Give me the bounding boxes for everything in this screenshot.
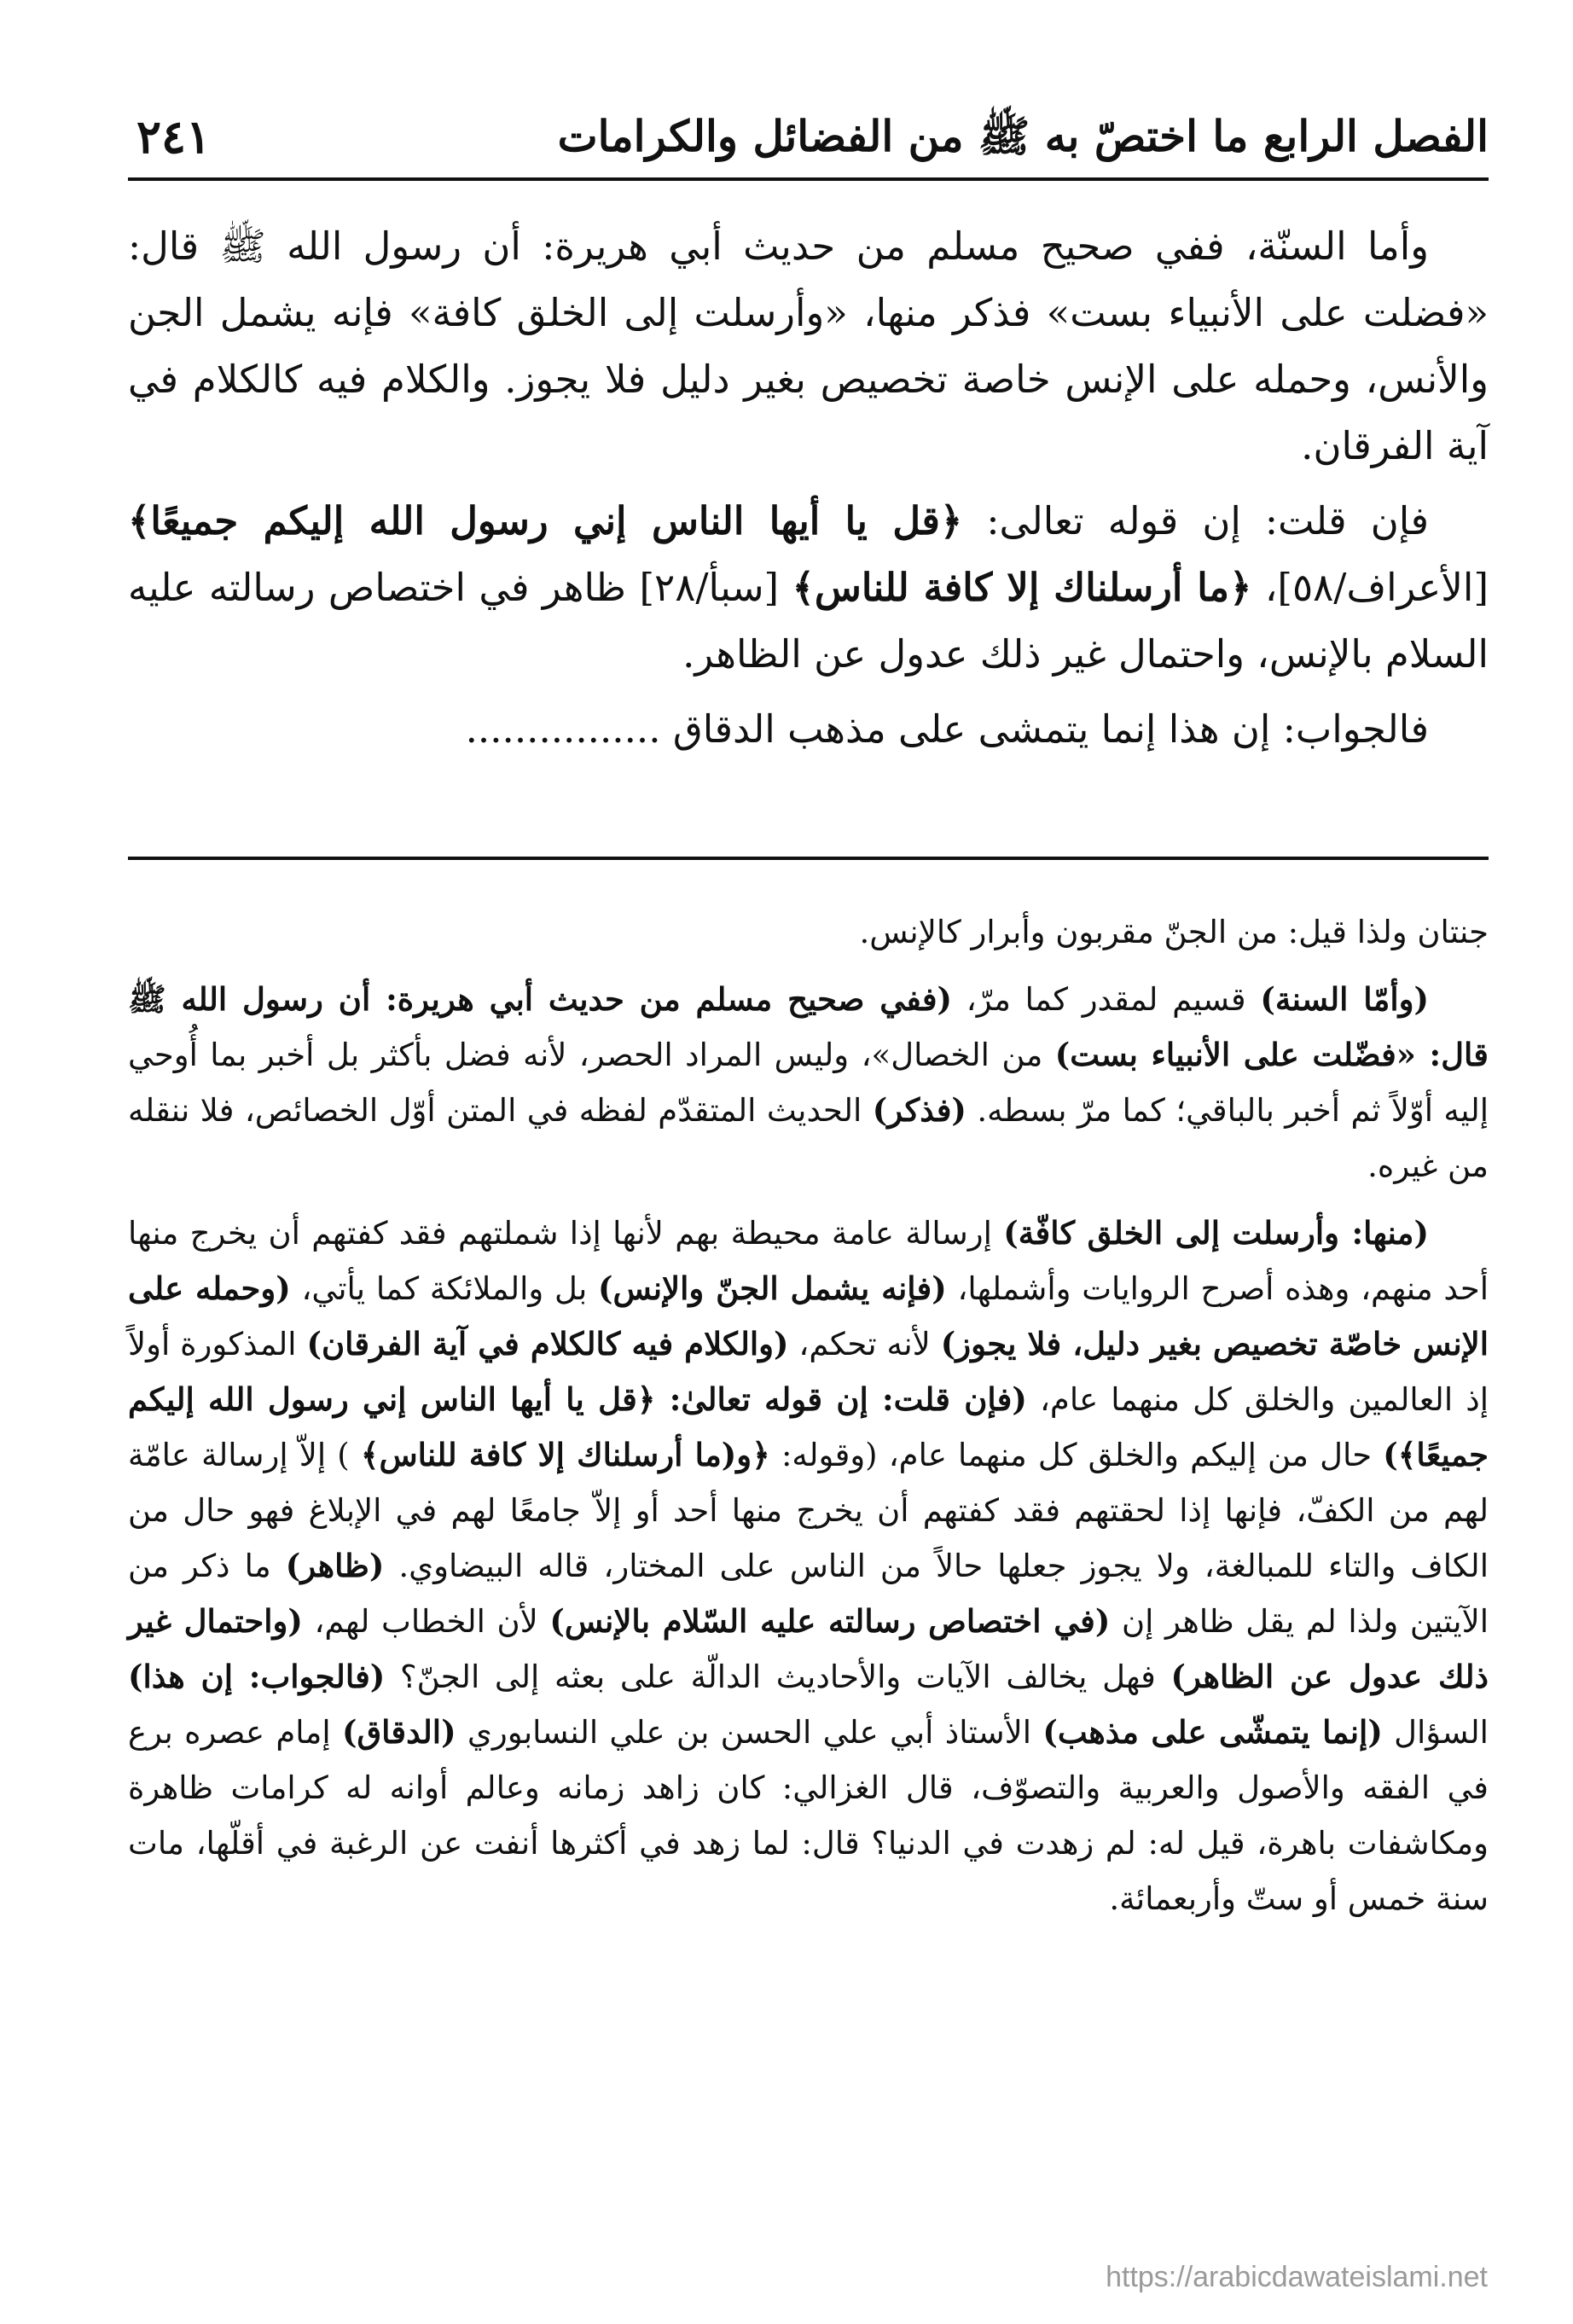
watermark-url: https://arabicdawateislami.net [1106,2261,1488,2293]
main-paragraph [128,488,1489,688]
text-run: لأنه تحكم، [788,1326,941,1362]
header-rule [128,177,1489,181]
bold-quote: (وحمله على الإنس خاصّة تخصيص بغير دليل، فلا يجوز) [128,1269,1489,1362]
main-paragraph: وأما السنّة، ففي صحيح مسلم من حديث أبي هريرة: أن رسول الله ﷺ قال: «فضلت على الأنبياء بست» فذكر منها، «وأرسلت إلى الخلق كافة» فإنه يشمل الجن والأنس، وحمله على الإنس خاصة تخصيص بغير دليل فلا يجوز. والكلام فيه كالكلام في آية الفرقان. [128,224,1489,468]
text-run: بل والملائكة كما يأتي، [290,1270,599,1307]
bold-quote: (ظاهر) [285,1547,385,1584]
text-run: ما ذكر من الآيتين ولذا لم يقل ظاهر إن [128,1548,1489,1640]
text-run: الأستاذ أبي علي الحسن بن علي النسابوري [456,1714,1043,1751]
bold-quote: (فإنه يشمل الجنّ والإنس) [598,1269,947,1307]
chapter-title: الفصل الرابع ما اختصّ به ﷺ من الفضائل والكرامات [557,111,1489,161]
text-run: من الخصال»، وليس المراد الحصر، لأنه فضل بأكثر بل أخبر بما أُوحي إليه أوّلاً ثم أخبر بالباقي؛ كما مرّ بسطه. [128,1037,1489,1129]
bold-quote: (فالجواب: إن هذا) [128,1658,386,1695]
commentary-paragraph: جنتان ولذا قيل: من الجنّ مقربون وأبرار كالإنس. [859,914,1489,950]
bold-quote: (في اختصاص رسالته عليه السّلام بالإنس) [549,1602,1111,1640]
text-run: حال من إليكم والخلق كل منهما عام، (وقوله: [769,1437,1384,1473]
text-run: فالجواب: إن هذا إنما يتمشى على مذهب الدقاق [672,706,1429,752]
section-divider [128,857,1489,860]
text-run: فإن قلت: إن قوله تعالى: [962,498,1430,543]
bold-quote: (والكلام فيه كالكلام في آية الفرقان) [306,1325,789,1362]
page-number: ٢٤١ [136,109,212,164]
ellipsis-dots: ................ [465,706,661,752]
commentary-paragraph [128,972,1489,1194]
bold-quote: (فذكر) [872,1091,966,1129]
bold-quote: (واحتمال غير ذلك عدول عن الظاهر) [128,1602,1489,1695]
text-run: ) إلاّ إرسالة عامّة لهم من الكفّ، فإنها إذا لحقتهم فقد كفتهم أن يخرج منها أحد أو إلاّ جامعًا لهم في الإبلاغ فهو حال من الكاف والتاء للمبالغة، ولا يجوز جعلها حالاً من الناس على المختار، قاله البيضاوي. [128,1437,1489,1584]
text-run: الحديث المتقدّم لفظه في المتن أوّل الخصائص، فلا ننقله من غيره. [128,1092,1489,1184]
text-run: إرسالة عامة محيطة بهم لأنها إذا شملتهم فقد كفتهم أن يخرج منها أحد منهم، وهذه أصرح الروايات وأشملها، [128,1215,1489,1307]
bold-quote: (منها: وأرسلت إلى الخلق كافّة) [1003,1214,1429,1252]
quran-verse: ﴿قل يا أيها الناس إني رسول الله إليكم جميعًا﴾ [128,498,963,543]
bold-quote: (وأمّا السنة) [1260,980,1429,1018]
text-run: [سبأ/٢٨] ظاهر في اختصاص رسالته عليه السلام بالإنس، واحتمال غير ذلك عدول عن الظاهر. [128,565,1489,677]
bold-quote: (فإن قلت: إن قوله تعالىٰ: ﴿قل يا أيها الناس إني رسول الله إليكم جميعًا﴾) [128,1380,1489,1473]
text-run: السؤال [1382,1714,1489,1751]
main-text [128,213,1489,771]
text-run: لأن الخطاب لهم، [302,1603,550,1640]
quran-verse: ﴿ما أرسلناك إلا كافة للناس﴾ [792,565,1252,610]
text-run: فهل يخالف الآيات والأحاديث الدالّة على بعثه إلى الجنّ؟ [385,1659,1171,1695]
text-run: المذكورة أولاً إذ العالمين والخلق كل منهما عام، [128,1326,1489,1418]
commentary-text [128,904,1489,1938]
page-header [128,102,1489,171]
book-page [128,0,1489,2324]
main-paragraph [128,696,1489,763]
bold-quote: (ففي صحيح مسلم من حديث أبي هريرة: أن رسول الله ﷺ قال: «فضّلت على الأنبياء بست) [128,980,1489,1073]
bold-quote: (الدقاق) [341,1713,456,1751]
text-run: قسيم لمقدر كما مرّ، [952,981,1261,1018]
bold-quote: (إنما يتمشّى على مذهب) [1042,1713,1383,1751]
bold-quote: ﴿و(ما أرسلناك إلا كافة للناس﴾ [360,1436,770,1473]
commentary-paragraph [128,1206,1489,1926]
text-run: إمام عصره برع في الفقه والأصول والعربية والتصوّف، قال الغزالي: كان زاهد زمانه وعالم أوانه له كرامات ظاهرة ومكاشفات باهرة، قيل له: لم زهدت في الدنيا؟ قال: لما زهد في أكثرها أنفت عن الرغبة في أقلّها، مات سنة خمس أو ستّ وأربعمائة. [128,1714,1489,1917]
verse-reference: [الأعراف/٥٨]، [1251,565,1489,610]
